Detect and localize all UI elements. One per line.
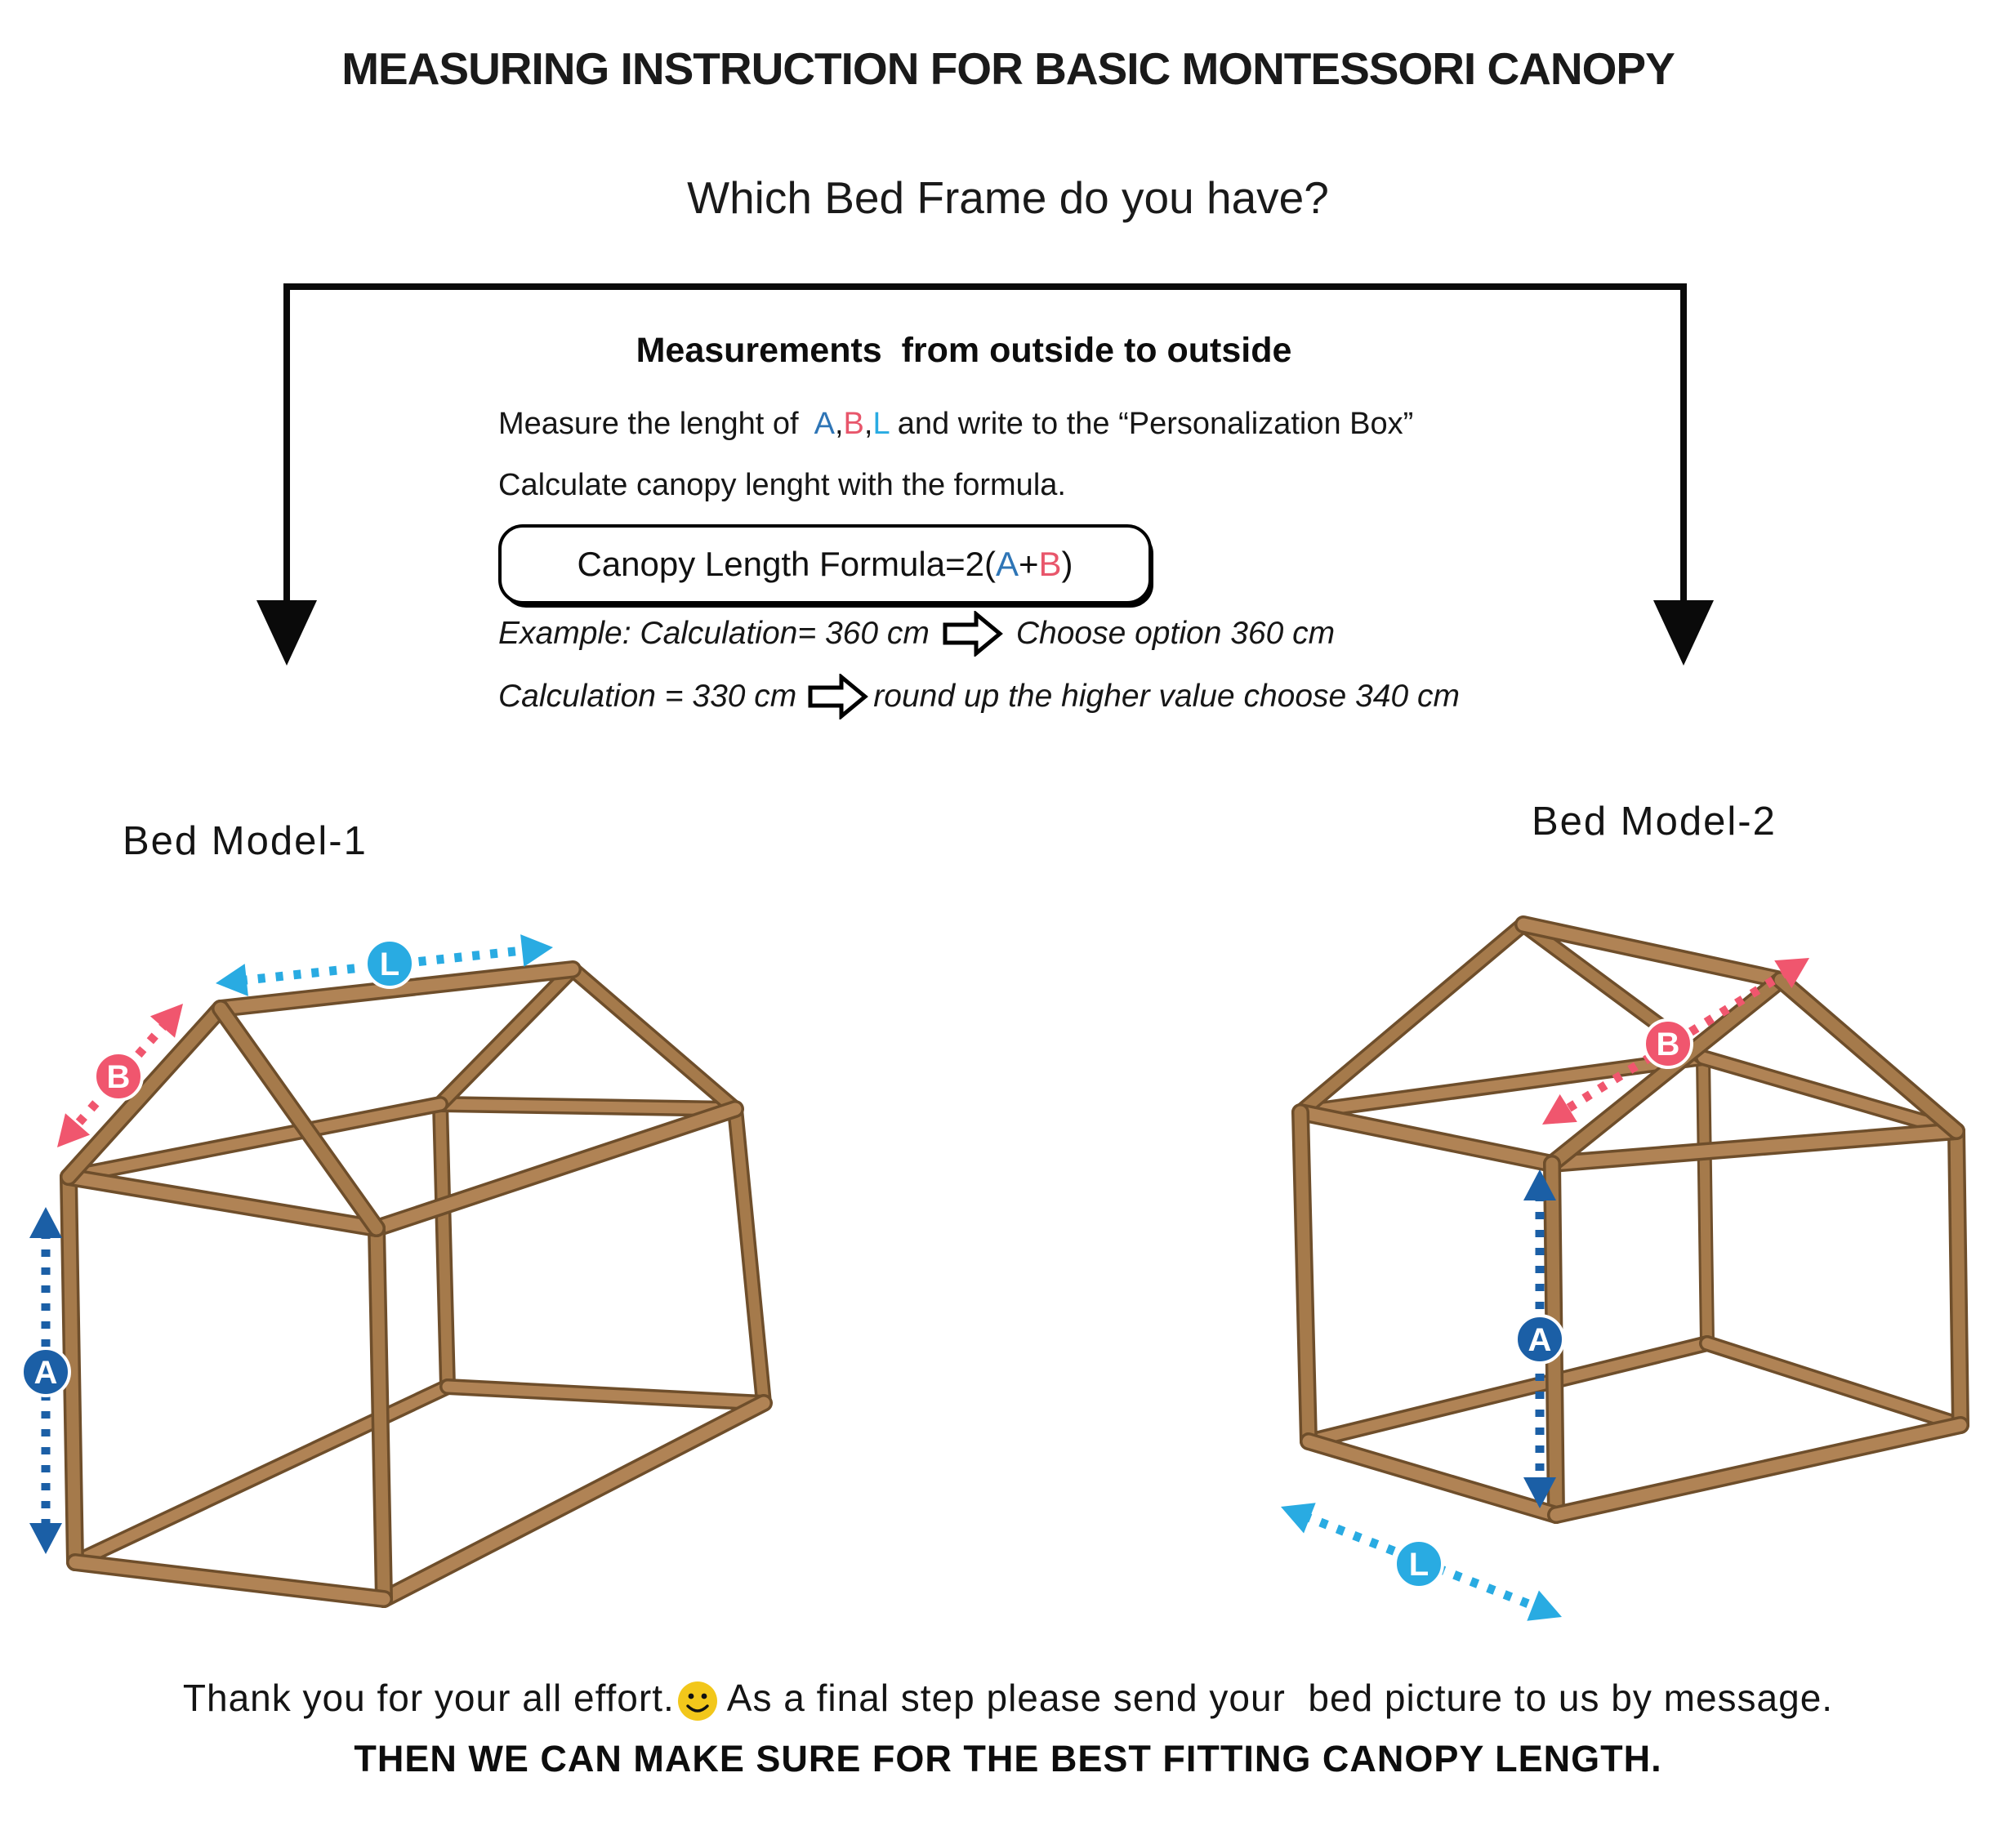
wood-beam-face xyxy=(1552,1131,1956,1164)
wood-beam-face xyxy=(1300,1112,1309,1441)
wood-beam-face xyxy=(573,969,735,1109)
formula-text: Canopy Length Formula=2(A+B) xyxy=(577,545,1073,583)
example-line-2 xyxy=(498,674,1805,719)
measure-arrowhead-icon xyxy=(520,934,553,967)
measurements-heading: Measurements from outside to outside xyxy=(636,331,1292,370)
measure-arrowhead-icon xyxy=(216,964,248,996)
bed-model-2-figure xyxy=(1262,894,2014,1629)
badge-a: A xyxy=(1528,1322,1552,1358)
line1-post: and write to the “Personalization Box” xyxy=(889,407,1414,441)
wood-beam-face xyxy=(1300,1112,1552,1164)
footer-thankyou-line xyxy=(0,1676,2016,1720)
bracket-left-line xyxy=(283,283,290,604)
wood-beam-face xyxy=(735,1109,764,1403)
measure-arrowhead-icon xyxy=(1527,1591,1562,1621)
bed-model-1-label: Bed Model-1 xyxy=(123,819,368,863)
measure-instruction-line: Measure the lenght of A,B,L and write to the “Personalization Box” xyxy=(498,407,1414,441)
badge-l: L xyxy=(379,946,400,982)
bed-model-1-figure xyxy=(33,905,801,1640)
page-subtitle: Which Bed Frame do you have? xyxy=(687,172,1329,223)
bracket-top-line xyxy=(283,283,1687,290)
smiley-icon xyxy=(676,1680,719,1722)
formula-box xyxy=(498,524,1152,604)
wood-beam-face xyxy=(440,1104,735,1109)
bracket-right-line xyxy=(1680,283,1687,604)
bracket-left-arrowhead-icon xyxy=(256,600,317,666)
block-right-arrow-icon xyxy=(808,674,868,719)
footer1-post: As a final step please send your bed picture to us by message. xyxy=(726,1677,1834,1719)
wood-beam-face xyxy=(69,1177,377,1228)
measure-arrowhead-icon xyxy=(29,1523,62,1554)
badge-l: L xyxy=(1408,1547,1429,1583)
measure-arrowhead-icon xyxy=(150,1004,183,1038)
example1-result: Choose option 360 cm xyxy=(1015,616,1336,651)
bed-model-2-label: Bed Model-2 xyxy=(1532,800,1777,844)
wood-beam-face xyxy=(1309,1441,1556,1515)
letter-a: A xyxy=(814,407,835,441)
badge-a: A xyxy=(33,1355,58,1391)
wood-beam-face xyxy=(440,1104,448,1387)
measure-arrowhead-icon xyxy=(29,1207,62,1238)
wood-beam-face xyxy=(1707,1343,1960,1425)
wood-beam-face xyxy=(1956,1131,1960,1425)
wood-beam-face xyxy=(1703,1058,1707,1343)
example-line-1 xyxy=(498,611,1724,657)
wood-beam-face xyxy=(1556,1425,1960,1515)
badge-b: B xyxy=(106,1059,131,1095)
wood-beam-face xyxy=(75,1562,384,1599)
badge-b: B xyxy=(1656,1027,1680,1062)
wood-beam-face xyxy=(75,1387,448,1562)
line1-pre: Measure the lenght of xyxy=(498,407,814,441)
footer1-pre: Thank you for your all effort. xyxy=(182,1677,675,1719)
example1-calculation: Example: Calculation= 360 cm xyxy=(498,616,930,651)
wood-beam-face xyxy=(377,1109,735,1228)
wood-beam-face xyxy=(1309,1343,1707,1441)
block-right-arrow-icon xyxy=(943,611,1003,657)
wood-beam-face xyxy=(377,1228,384,1599)
example2-calculation: Calculation = 330 cm xyxy=(498,679,797,714)
calculate-instruction-line: Calculate canopy lenght with the formula. xyxy=(498,468,1066,502)
letter-l: L xyxy=(872,407,890,441)
letter-b: B xyxy=(843,407,864,441)
wood-beam-face xyxy=(384,1403,764,1599)
example2-result: round up the higher value choose 340 cm xyxy=(873,679,1460,714)
footer-bold-line: THEN WE CAN MAKE SURE FOR THE BEST FITTING CANOPY LENGTH. xyxy=(354,1738,1662,1779)
page-title: MEASURING INSTRUCTION FOR BASIC MONTESSORI CANOPY xyxy=(341,43,1675,94)
